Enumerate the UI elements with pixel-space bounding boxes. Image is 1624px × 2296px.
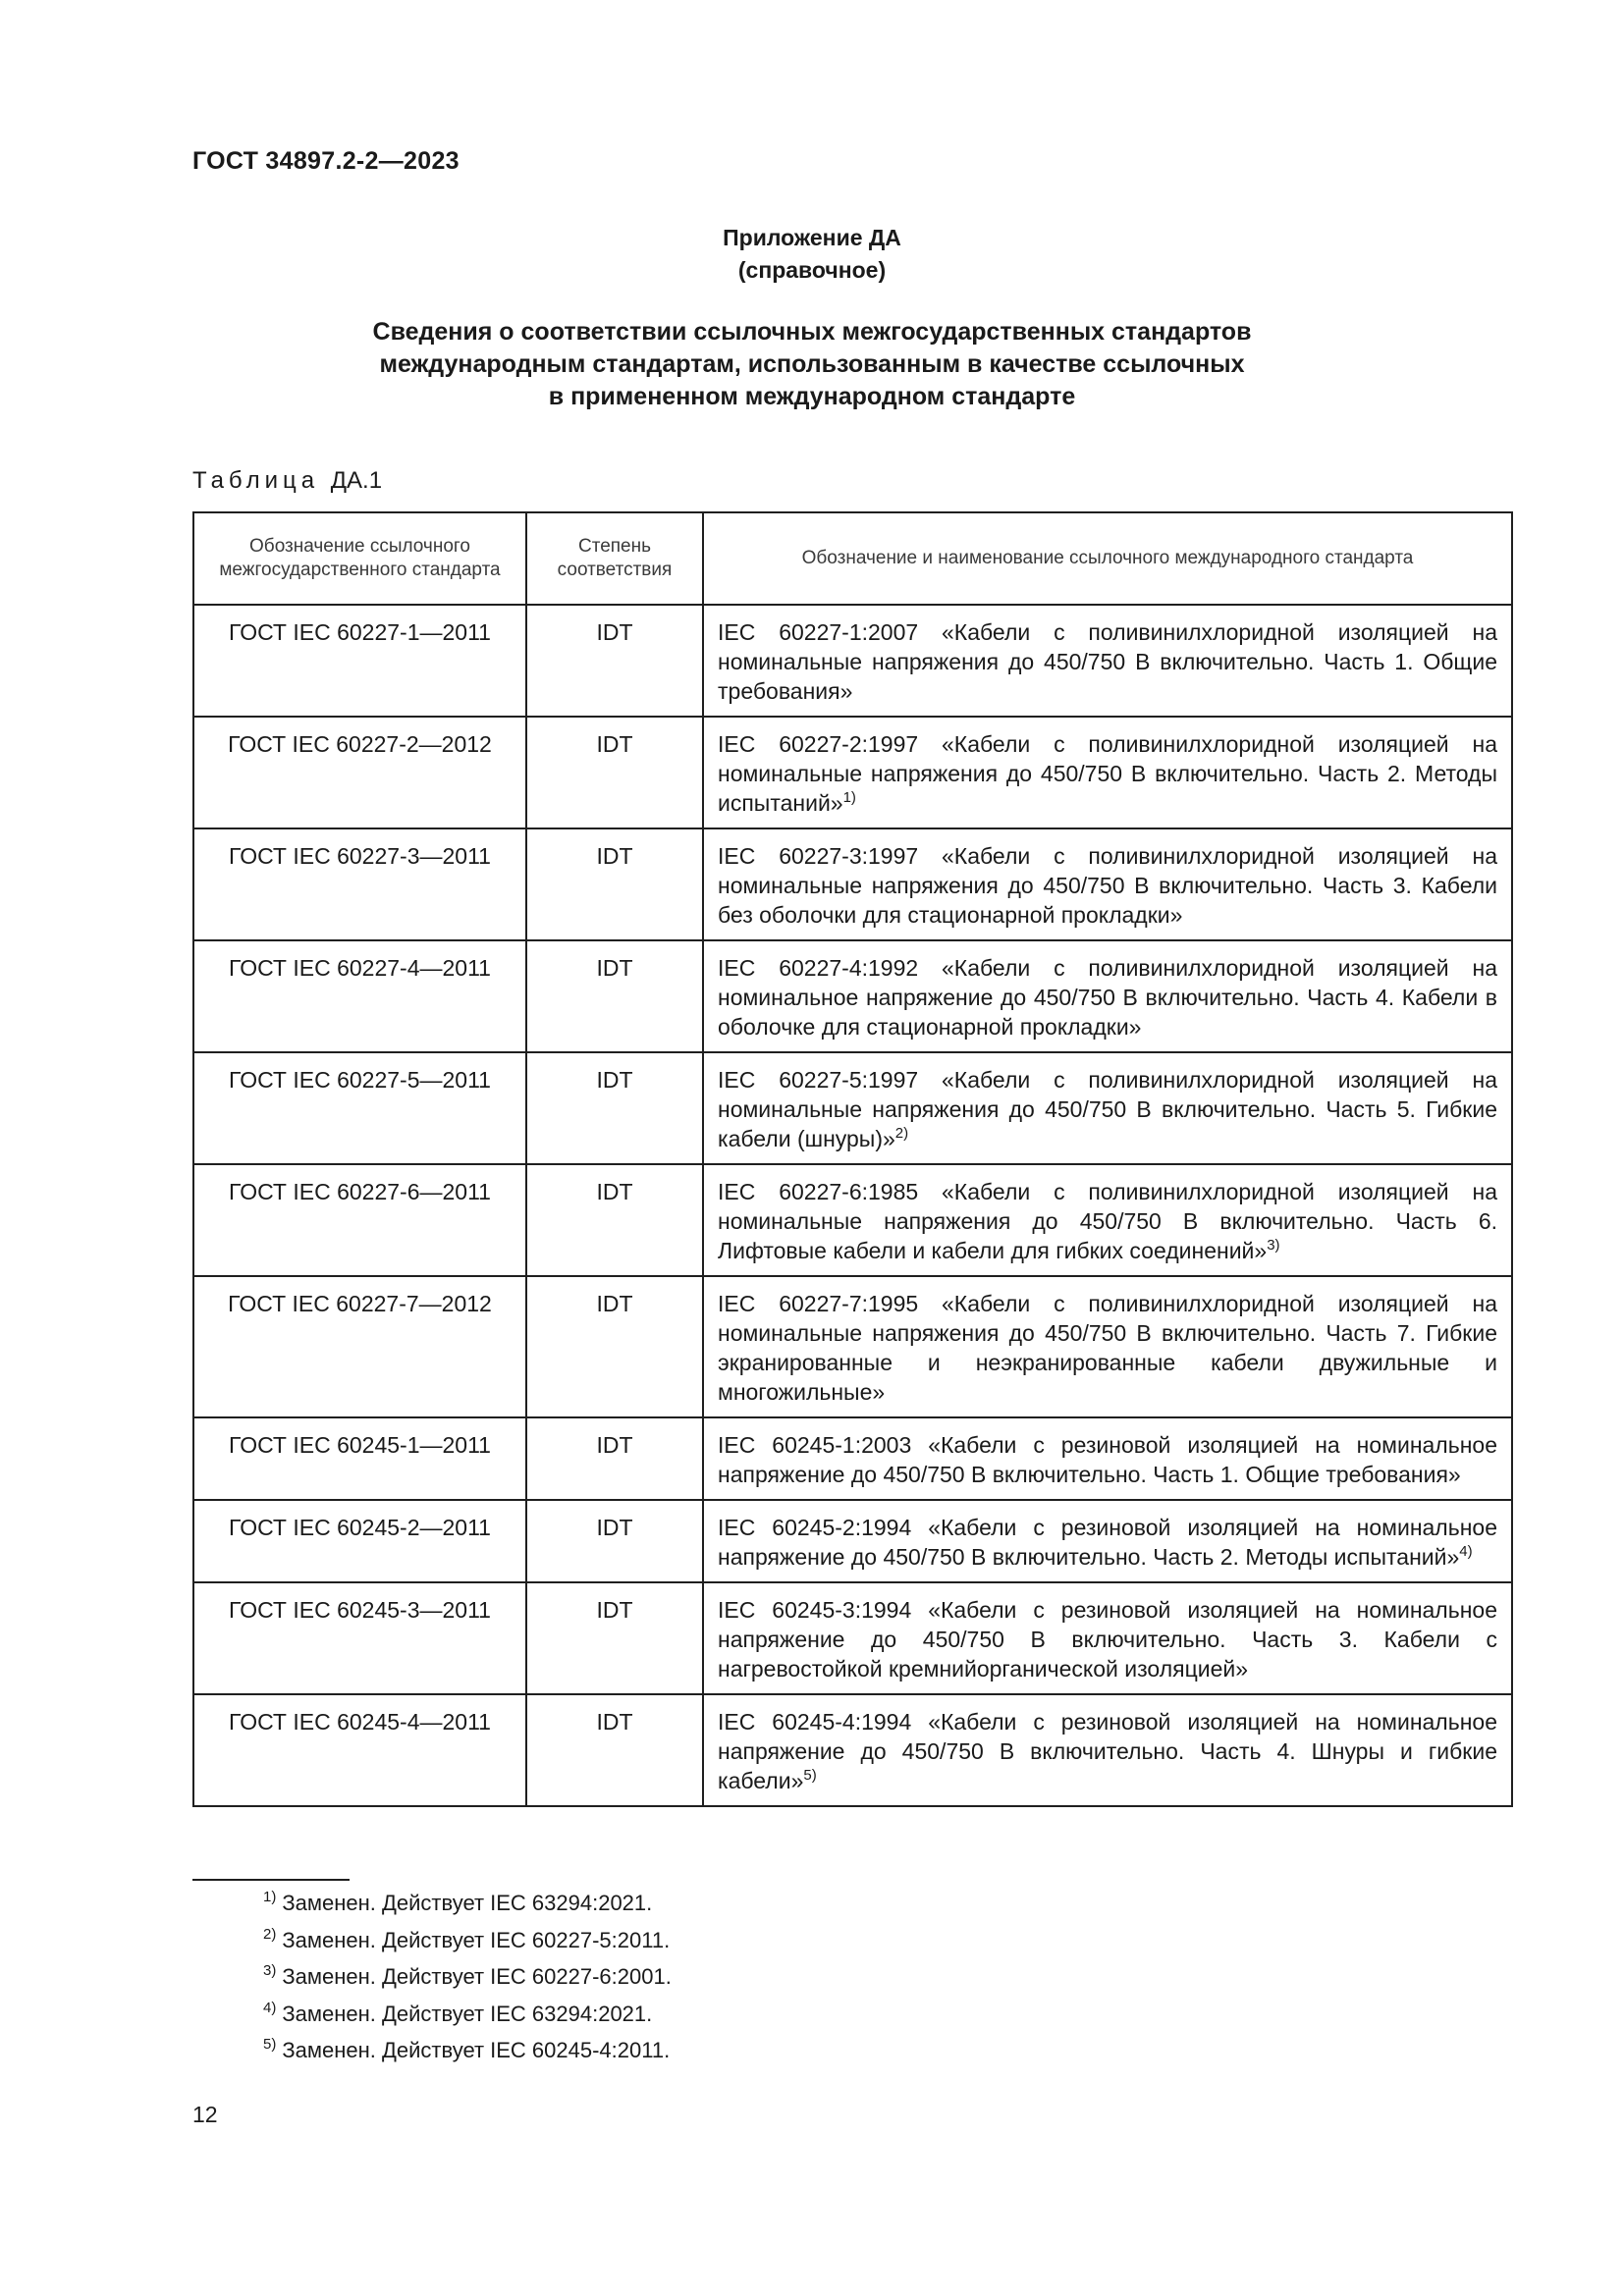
document-code: ГОСТ 34897.2-2—2023: [192, 147, 460, 175]
table-row: [193, 1164, 1512, 1276]
header-degree: Степень соответствия: [526, 512, 703, 605]
table-row: [193, 1582, 1512, 1694]
intl-standard-cell: [703, 1694, 1512, 1806]
footnote-item: [263, 1922, 672, 1959]
footnote-reference: 2): [894, 1125, 909, 1142]
table-caption-number: ДА.1: [330, 467, 383, 494]
footnote-mark: 1): [263, 1889, 277, 1905]
intl-standard-text: IEC 60227-2:1997 «Кабели с поливинилхлоридной изоляцией на номинальные напряжения до 450/750 В включительно. Часть 2. Методы испытаний»: [718, 731, 1497, 816]
heading-line: международным стандартам, использованным в качестве ссылочных: [379, 350, 1245, 378]
table-header-row: [193, 512, 1512, 605]
heading-line: в примененном международном стандарте: [548, 383, 1076, 410]
footnote-item: [263, 1996, 672, 2033]
gost-designation-cell: ГОСТ IEC 60227-7—2012: [193, 1276, 526, 1417]
gost-designation-cell: ГОСТ IEC 60227-3—2011: [193, 828, 526, 940]
gost-designation-cell: ГОСТ IEC 60245-4—2011: [193, 1694, 526, 1806]
footnote-reference: 4): [1459, 1543, 1473, 1560]
footnote-mark: 5): [263, 2036, 277, 2053]
gost-designation-cell: ГОСТ IEC 60227-6—2011: [193, 1164, 526, 1276]
intl-standard-cell: [703, 1164, 1512, 1276]
intl-standard-cell: [703, 828, 1512, 940]
footnote-divider: [192, 1879, 350, 1881]
degree-cell: IDT: [526, 1582, 703, 1694]
footnote-text: Заменен. Действует IEC 63294:2021.: [282, 2001, 653, 2026]
degree-cell: IDT: [526, 940, 703, 1052]
gost-designation-cell: ГОСТ IEC 60245-3—2011: [193, 1582, 526, 1694]
gost-designation-cell: ГОСТ IEC 60245-2—2011: [193, 1500, 526, 1582]
footnote-mark: 4): [263, 1999, 277, 2016]
header-intl-standard: Обозначение и наименование ссылочного международного стандарта: [703, 512, 1512, 605]
degree-cell: IDT: [526, 605, 703, 717]
page-number: 12: [192, 2102, 218, 2127]
annex-title-block: [0, 222, 1624, 287]
table-row: [193, 940, 1512, 1052]
intl-standard-cell: [703, 1052, 1512, 1164]
degree-cell: IDT: [526, 1694, 703, 1806]
intl-standard-cell: [703, 605, 1512, 717]
intl-standard-cell: [703, 717, 1512, 828]
degree-cell: IDT: [526, 1052, 703, 1164]
intl-standard-cell: [703, 1276, 1512, 1417]
footnote-item: [263, 1958, 672, 1996]
intl-standard-text: IEC 60227-6:1985 «Кабели с поливинилхлоридной изоляцией на номинальные напряжения до 450/750 В включительно. Часть 6. Лифтовые кабели и кабели для гибких соединений»: [718, 1179, 1497, 1263]
degree-cell: IDT: [526, 717, 703, 828]
gost-designation-cell: ГОСТ IEC 60227-1—2011: [193, 605, 526, 717]
footnote-mark: 2): [263, 1925, 277, 1943]
gost-designation-cell: ГОСТ IEC 60227-2—2012: [193, 717, 526, 828]
intl-standard-text: IEC 60245-4:1994 «Кабели с резиновой изоляцией на номинальное напряжение до 450/750 В включительно. Часть 4. Шнуры и гибкие кабели»: [718, 1709, 1497, 1793]
footnote-text: Заменен. Действует IEC 63294:2021.: [282, 1891, 653, 1915]
intl-standard-text: IEC 60245-3:1994 «Кабели с резиновой изоляцией на номинальное напряжение до 450/750 В включительно. Часть 3. Кабели с нагревостойкой кремнийорганической изоляцией»: [718, 1597, 1497, 1682]
table-caption-word: Таблица: [192, 467, 320, 494]
footnote-item: [263, 1885, 672, 1922]
correspondence-table: [192, 511, 1513, 1807]
gost-designation-cell: ГОСТ IEC 60227-4—2011: [193, 940, 526, 1052]
intl-standard-cell: [703, 1500, 1512, 1582]
section-heading: [0, 316, 1624, 413]
footnote-text: Заменен. Действует IEC 60227-6:2001.: [282, 1964, 672, 1989]
gost-designation-cell: ГОСТ IEC 60227-5—2011: [193, 1052, 526, 1164]
intl-standard-text: IEC 60227-7:1995 «Кабели с поливинилхлоридной изоляцией на номинальные напряжения до 450/750 В включительно. Часть 7. Гибкие экранированные и неэкранированные кабели двужильные и многожильные»: [718, 1291, 1497, 1405]
intl-standard-text: IEC 60227-1:2007 «Кабели с поливинилхлоридной изоляцией на номинальные напряжения до 450/750 В включительно. Часть 1. Общие требования»: [718, 619, 1497, 704]
intl-standard-cell: [703, 1582, 1512, 1694]
table-row: [193, 1417, 1512, 1500]
intl-standard-text: IEC 60245-2:1994 «Кабели с резиновой изоляцией на номинальное напряжение до 450/750 В включительно. Часть 2. Методы испытаний»: [718, 1515, 1497, 1570]
heading-line: Сведения о соответствии ссылочных межгосударственных стандартов: [372, 318, 1252, 346]
table-row: [193, 717, 1512, 828]
degree-cell: IDT: [526, 1164, 703, 1276]
table-row: [193, 1052, 1512, 1164]
table-row: [193, 1694, 1512, 1806]
annex-subtitle: (справочное): [737, 257, 887, 283]
footnote-text: Заменен. Действует IEC 60245-4:2011.: [282, 2038, 671, 2062]
footnotes-list: [263, 1885, 672, 2069]
table-row: [193, 605, 1512, 717]
table-caption: [192, 467, 382, 495]
header-gost-designation: Обозначение ссылочного межгосударственного стандарта: [193, 512, 526, 605]
table-row: [193, 1276, 1512, 1417]
footnote-reference: 1): [842, 789, 856, 806]
footnote-reference: 3): [1267, 1237, 1280, 1254]
intl-standard-cell: [703, 940, 1512, 1052]
intl-standard-text: IEC 60227-4:1992 «Кабели с поливинилхлоридной изоляцией на номинальное напряжение до 450/750 В включительно. Часть 4. Кабели в оболочке для стационарной прокладки»: [718, 955, 1497, 1040]
degree-cell: IDT: [526, 1417, 703, 1500]
footnote-mark: 3): [263, 1962, 277, 1979]
table-row: [193, 1500, 1512, 1582]
annex-title: Приложение ДА: [723, 225, 901, 250]
degree-cell: IDT: [526, 1500, 703, 1582]
intl-standard-text: IEC 60227-3:1997 «Кабели с поливинилхлоридной изоляцией на номинальные напряжения до 450/750 В включительно. Часть 3. Кабели без оболочки для стационарной прокладки»: [718, 843, 1497, 928]
intl-standard-text: IEC 60227-5:1997 «Кабели с поливинилхлоридной изоляцией на номинальные напряжения до 450/750 В включительно. Часть 5. Гибкие кабели (шнуры)»: [718, 1067, 1497, 1151]
table-row: [193, 828, 1512, 940]
intl-standard-text: IEC 60245-1:2003 «Кабели с резиновой изоляцией на номинальное напряжение до 450/750 В включительно. Часть 1. Общие требования»: [718, 1432, 1497, 1487]
gost-designation-cell: ГОСТ IEC 60245-1—2011: [193, 1417, 526, 1500]
degree-cell: IDT: [526, 1276, 703, 1417]
footnote-item: [263, 2032, 672, 2069]
table-body: [193, 605, 1512, 1806]
footnote-reference: 5): [803, 1767, 817, 1784]
footnote-text: Заменен. Действует IEC 60227-5:2011.: [282, 1927, 671, 1952]
degree-cell: IDT: [526, 828, 703, 940]
intl-standard-cell: [703, 1417, 1512, 1500]
